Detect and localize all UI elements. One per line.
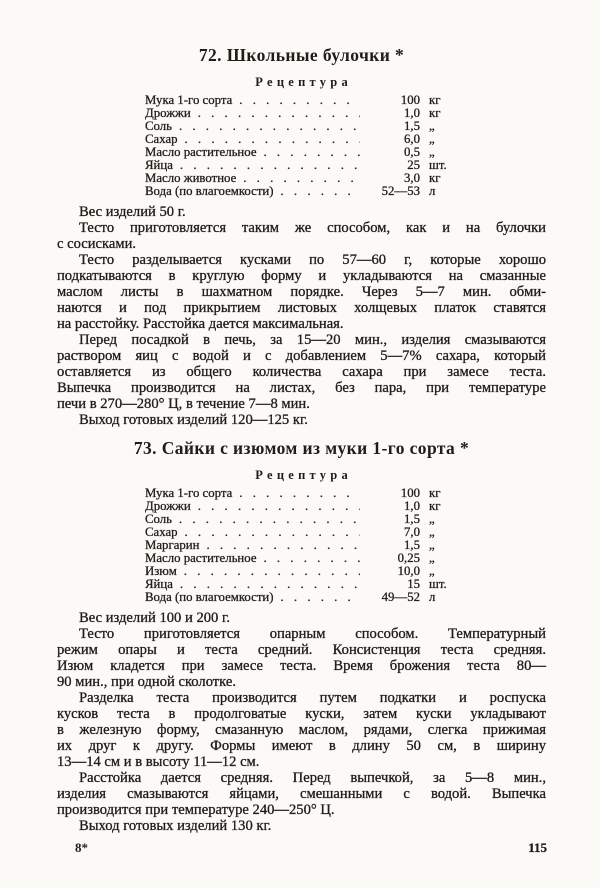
text-line: на расстойку. Расстойка дается максимальная. [57,316,344,332]
ingredient-name: Соль [145,512,172,526]
ingredient-value: 15 [407,577,420,591]
text-line: Выпечка производится на листах, без пара, при температуре [57,380,546,396]
ingredient-list [145,487,463,604]
text-line: наются и под прикрытием листовых холщевых платок ставятся [57,300,546,316]
text-line: режим опары и теста средний. Консистенция теста средняя. [57,642,546,658]
ingredient-unit: кг [429,106,441,120]
recipe-subheading: Рецептура [255,75,352,89]
ingredient-name: Мука 1-го сорта [145,486,233,500]
ingredient-value: 6,0 [404,132,420,146]
ingredient-unit: шт. [429,577,447,591]
ingredient-name: Маргарин [145,538,200,552]
ingredient-name: Изюм [145,564,177,578]
ingredient-unit: „ [429,119,435,133]
paragraph [57,610,546,626]
ingredient-unit: „ [429,512,435,526]
recipe-subheading: Рецептура [255,468,352,482]
ingredient-value: 1,5 [404,538,420,552]
ingredient-value: 10,0 [397,564,420,578]
text-line: Тесто разделывается кусками по 57—60 г, которые хорошо [79,252,546,268]
dot-leader [179,513,360,526]
ingredient-name: Масло растительное [145,551,257,565]
dot-leader [239,94,360,107]
ingredient-name: Мука 1-го сорта [145,93,233,107]
ingredient-name: Масло животное [145,171,237,185]
dot-leader [264,552,361,565]
ingredient-name: Сахар [145,132,178,146]
text-line: Выход готовых изделий 120—125 кг. [79,412,308,428]
ingredient-row [145,591,463,604]
ingredient-unit: „ [429,538,435,552]
dot-leader [198,500,360,513]
paragraph [57,220,546,252]
text-line: оставляется из общего количества сахара при замесе теста. [57,364,546,380]
ingredient-name: Дрожжи [145,106,191,120]
ingredient-value: 100 [400,486,420,500]
dot-leader [179,120,360,133]
ingredient-value: 1,0 [404,499,420,513]
text-line: Изюм кладется при замесе теста. Время брожения теста 80— [57,658,546,674]
ingredient-unit: л [429,590,436,604]
ingredient-value: 7,0 [404,525,420,539]
ingredient-unit: кг [429,486,441,500]
ingredient-name: Дрожжи [145,499,191,513]
paragraph [57,626,546,690]
dot-leader [281,591,360,604]
text-line: кусков теста в продолговатые куски, затем куски укладывают [57,706,546,722]
text-line: производится при температуре 240—250° Ц. [57,802,335,818]
ingredient-value: 52—53 [381,184,420,198]
text-line: печи в 270—280° Ц, в течение 7—8 мин. [57,396,310,412]
dot-leader [184,565,360,578]
ingredient-name: Масло растительное [145,145,257,159]
ingredient-value: 49—52 [381,590,420,604]
footer-signature-mark: 8* [75,840,88,855]
ingredient-name: Соль [145,119,172,133]
text-line: в железную форму, смазанную маслом, рядами, слегка прижимая [57,722,546,738]
ingredient-name: Вода (по влагоемкости) [145,590,274,604]
text-line: Выход готовых изделий 130 кг. [79,818,272,834]
ingredient-list [145,94,463,198]
dot-leader [198,107,360,120]
ingredient-unit: „ [429,564,435,578]
ingredient-value: 3,0 [404,171,420,185]
ingredient-name: Яйца [145,577,173,591]
text-line: Вес изделий 50 г. [79,204,186,220]
dot-leader [239,487,360,500]
ingredient-value: 0,5 [404,145,420,159]
text-line: раствором яиц с водой и с добавлением 5—7% сахара, который [57,348,546,364]
footer-page-number: 115 [528,840,547,855]
text-line: 90 мин., при одной сколотке. [57,674,237,690]
ingredient-unit: кг [429,499,441,513]
recipe-body [57,610,546,834]
text-line: маслом листы в шахматном порядке. Через 5—7 мин. обми- [57,284,546,300]
paragraph [57,412,546,428]
ingredient-value: 1,5 [404,119,420,133]
paragraph [57,204,546,220]
text-line: изделия смазываются яйцами, смешанными с водой. Выпечка [57,786,546,802]
ingredient-row [145,185,463,198]
text-column [57,0,546,834]
paragraph [57,332,546,412]
ingredient-name: Сахар [145,525,178,539]
ingredient-name: Вода (по влагоемкости) [145,184,274,198]
recipe-body [57,204,546,428]
recipe-title: 73. Сайки с изюмом из муки 1-го сорта * [133,438,470,458]
recipe-section-1 [57,47,546,428]
paragraph [57,690,546,770]
paragraph [57,770,546,818]
ingredient-unit: „ [429,525,435,539]
dot-leader [185,526,360,539]
paragraph [57,252,546,332]
text-line: подкатываются в круглую форму и укладываются на смазанные [57,268,546,284]
dot-leader [281,185,360,198]
ingredient-value: 0,25 [397,551,420,565]
recipe-title: 72. Школьные булочки * [198,45,405,65]
text-line: Разделка теста производится путем подкатки и роспуска [79,690,546,706]
ingredient-name: Яйца [145,158,173,172]
paragraph [57,818,546,834]
text-line: Расстойка дается средняя. Перед выпечкой, за 5—8 мин., [79,770,546,786]
text-line: 13—14 см и в высоту 11—12 см. [57,754,260,770]
recipe-section-2 [57,440,546,834]
text-line: Тесто приготовляется опарным способом. Температурный [79,626,546,642]
text-line: Тесто приготовляется таким же способом, как и на булочки [79,220,546,236]
ingredient-unit: шт. [429,158,447,172]
text-line: Перед посадкой в печь, за 15—20 мин., изделия смазываются [79,332,546,348]
text-line: Вес изделий 100 и 200 г. [79,610,230,626]
ingredient-unit: кг [429,93,441,107]
ingredient-unit: л [429,184,436,198]
ingredient-value: 25 [407,158,420,172]
ingredient-unit: кг [429,171,441,185]
ingredient-unit: „ [429,145,435,159]
ingredient-value: 1,0 [404,106,420,120]
ingredient-value: 1,5 [404,512,420,526]
ingredient-unit: „ [429,132,435,146]
ingredient-unit: „ [429,551,435,565]
ingredient-value: 100 [400,93,420,107]
dot-leader [264,146,361,159]
text-line: их друг к другу. Формы имеют в длину 50 см, в ширину [57,738,546,754]
text-line: с сосисками. [57,236,137,252]
